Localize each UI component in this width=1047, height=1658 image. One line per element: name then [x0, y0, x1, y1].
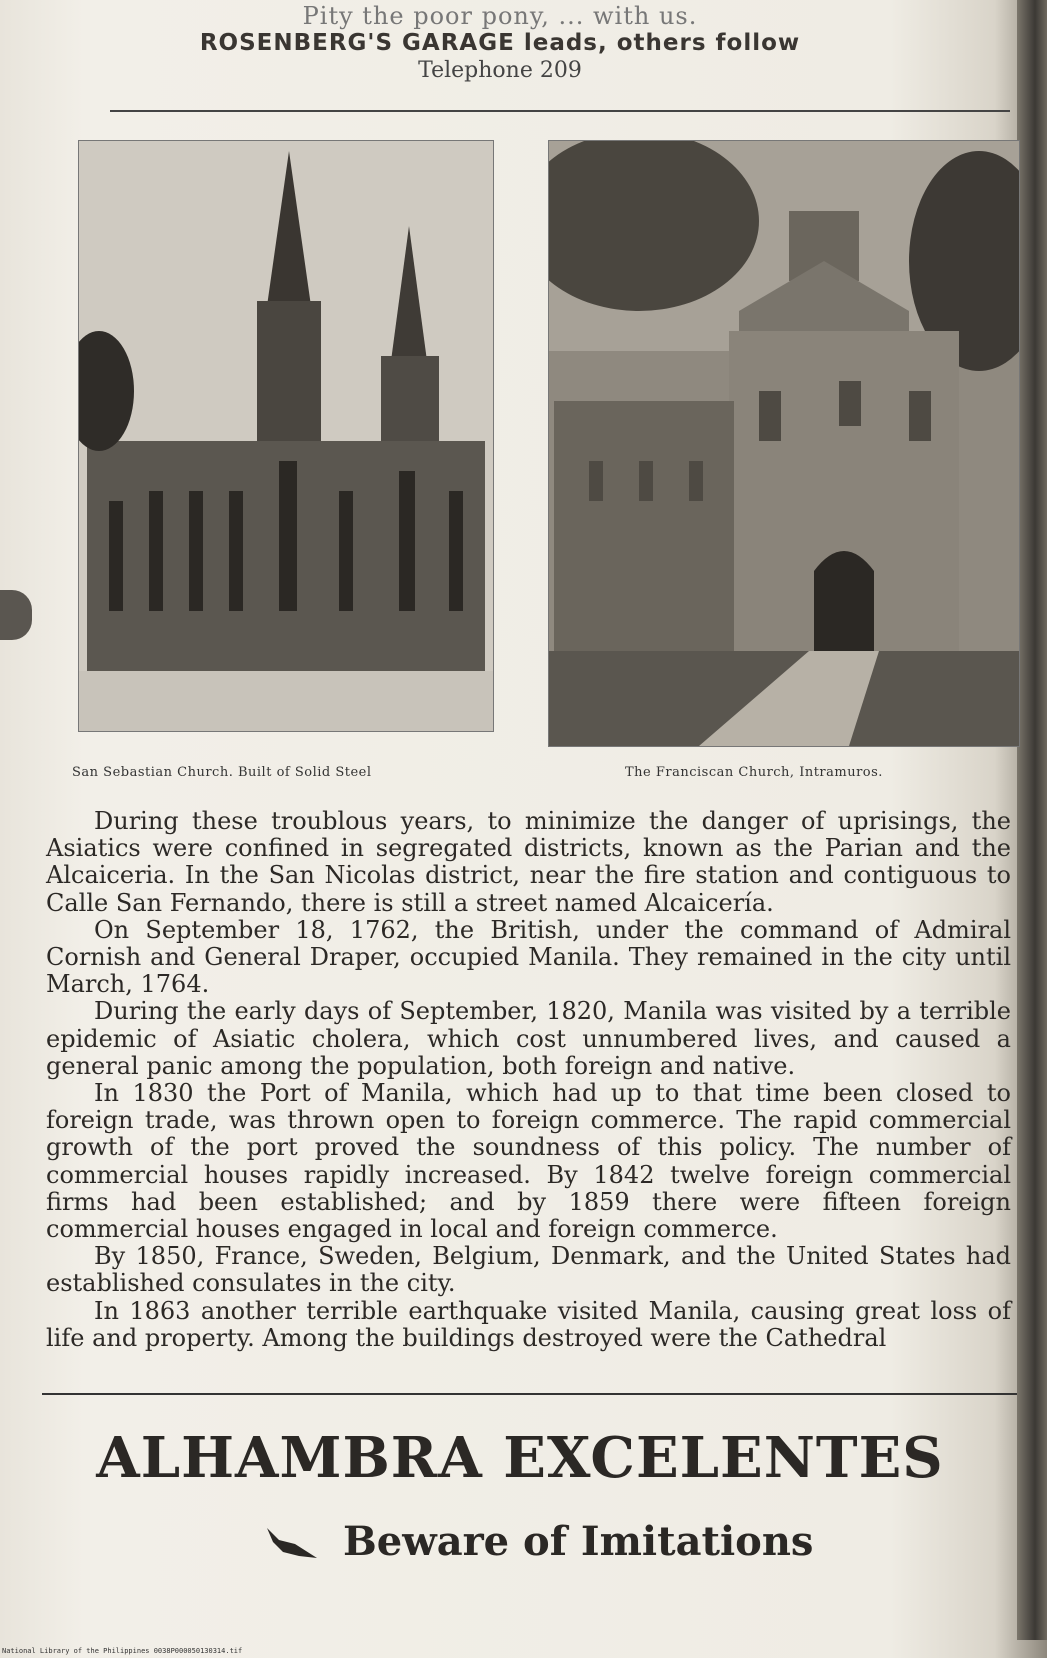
paragraph-3: During the early days of September, 1820, Manila was visited by a terrible epidemic of Asiatic cholera, which cost unnumbered lives, and caused a general panic among the population, both foreign and native.: [46, 997, 1011, 1080]
ad-title: ALHAMBRA EXCELENTES: [96, 1425, 944, 1491]
top-rule: [110, 110, 1010, 112]
header-line-2: ROSENBERG'S GARAGE leads, others follow: [199, 30, 801, 56]
paragraph-6: In 1863 another terrible earthquake visited Manila, causing great loss of life and property. Among the buildings destroyed were the Cathedral: [46, 1296, 1011, 1352]
page-tab: [0, 590, 32, 640]
paragraph-2: On September 18, 1762, the British, under the command of Admiral Cornish and General Draper, occupied Manila. They remained in the city until March, 1764.: [46, 915, 1011, 999]
church-illustration-right: [549, 141, 1019, 746]
ad-subtitle-row: [265, 1518, 825, 1565]
paragraph-1: During these troublous years, to minimize the danger of uprisings, the Asiatics were confined in segregated districts, known as the Parian and the Alcaiceria. In the San Nicolas district, near the fire station and contiguous to Calle San Fernando, there is still a street named Alcaicería.: [46, 807, 1011, 917]
bottom-rule: [42, 1393, 1017, 1395]
caption-franciscan: The Franciscan Church, Intramuros.: [625, 765, 883, 780]
ad-subtitle: Beware of Imitations: [343, 1518, 814, 1565]
church-illustration-left: [79, 141, 493, 731]
scan-footer: National Library of the Philippines 0038P000050130314.tif: [2, 1647, 243, 1655]
advert-header: [110, 2, 890, 83]
article-body: [46, 808, 1011, 1352]
paragraph-4: In 1830 the Port of Manila, which had up to that time been closed to foreign trade, was thrown open to foreign commerce. The rapid commercial growth of the port proved the soundness of this policy. The number of commercial houses rapidly increased. By 1842 twelve foreign commercial firms had been established; and by 1859 there were fifteen foreign commercial houses engaged in local and foreign commerce.: [46, 1079, 1011, 1244]
header-line-3: Telephone 209: [418, 58, 582, 83]
paragraph-5: By 1850, France, Sweden, Belgium, Denmark, and the United States had established consulates in the city.: [46, 1242, 1011, 1298]
san-sebastian-church-photo: [78, 140, 494, 732]
franciscan-church-photo: [548, 140, 1020, 747]
book-spine: [1017, 0, 1047, 1640]
caption-san-sebastian: San Sebastian Church. Built of Solid Steel: [72, 765, 372, 780]
header-line-1: Pity the poor pony, ... with us.: [302, 2, 698, 30]
bird-logo-icon: [265, 1522, 321, 1562]
